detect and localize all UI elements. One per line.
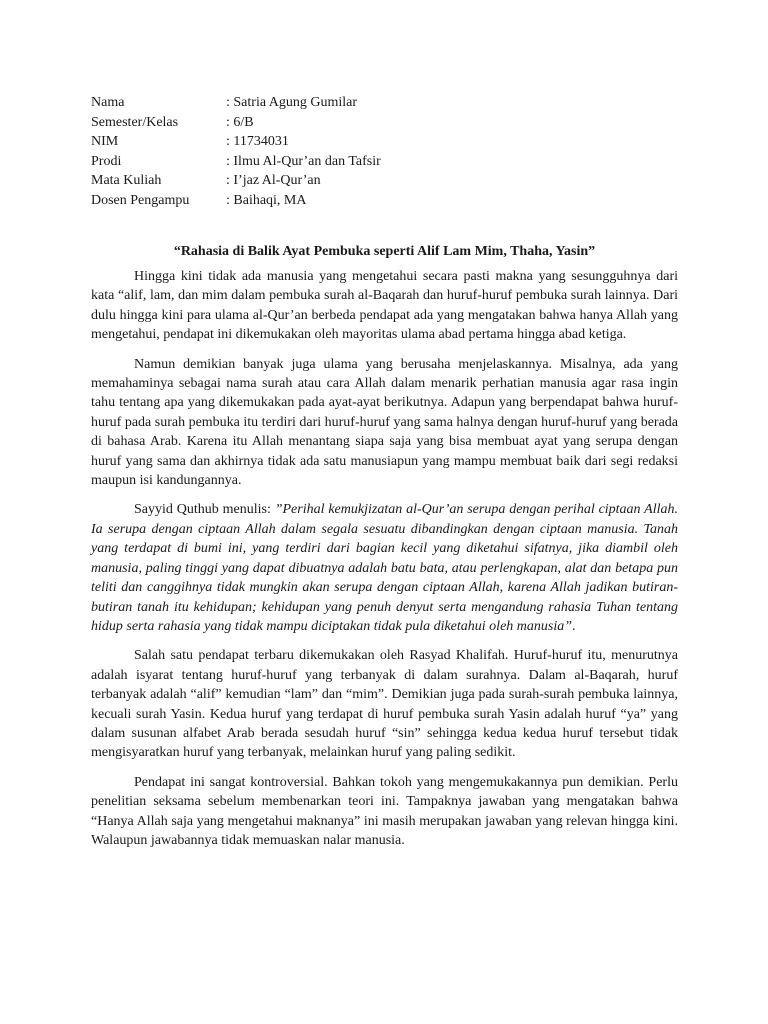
info-value: : 6/B	[226, 114, 254, 130]
paragraph-5: Pendapat ini sangat kontroversial. Bahkan tokoh yang mengemukakannya pun demikian. Perlu penelitian seksama sebelum membenarkan teori ini. Tampaknya jawaban yang mengatakan bahwa “Hanya Allah saja yang mengetahui maknanya” ini masih merupakan jawaban yang relevan hingga kini. Walaupun jawabannya tidak memuaskan nalar manusia.	[91, 774, 678, 848]
info-label: Dosen Pengampu	[91, 192, 190, 208]
info-row-prodi	[91, 152, 381, 172]
paragraph-3-intro: Sayyid Quthub menulis:	[134, 502, 275, 518]
paragraph-3-end: .	[572, 618, 576, 634]
info-value: : 11734031	[226, 134, 289, 149]
info-row-nim	[91, 132, 381, 152]
paragraph-4: Salah satu pendapat terbaru dikemukakan oleh Rasyad Khalifah. Huruf-huruf itu, menurutnya adalah isyarat tentang huruf-huruf yang terbanyak di dalam surahnya. Dalam al-Baqarah, huruf terbanyak adalah “alif” kemudian “lam” dan “mim”. Demikian juga pada surah-surah pembuka lainnya, kecuali surah Yasin. Kedua huruf yang terdapat di huruf pembuka surah Yasin adalah huruf “ya” yang dalam susunan alfabet Arab berada sesudah huruf “sin” sehingga kedua kedua huruf tersebut tidak mengisyaratkan huruf yang terbanyak, melainkan huruf yang paling sedikit.	[91, 648, 678, 761]
info-value: : Satria Agung Gumilar	[226, 95, 358, 110]
info-label: Semester/Kelas	[91, 114, 179, 130]
document-body	[91, 267, 678, 860]
info-value: : Ilmu Al-Qur’an dan Tafsir	[226, 153, 381, 169]
info-label: Mata Kuliah	[91, 173, 162, 188]
info-row-semester	[91, 113, 381, 133]
info-row-mata-kuliah	[91, 171, 381, 191]
paragraph-2: Namun demikian banyak juga ulama yang berusaha menjelaskannya. Misalnya, ada yang memahaminya sebagai nama surah atau cara Allah dalam menarik perhatian manusia agar rasa ingin tahu tentang apa yang dikemukakan pada ayat-ayat berikutnya. Adapun yang berpendapat bahwa huruf-huruf pada surah pembuka itu terdiri dari huruf-huruf yang sama halnya dengan huruf-huruf yang berada di bahasa Arab. Karena itu Allah menantang siapa saja yang bisa membuat ayat yang serupa dengan huruf yang sama dan akhirnya tidak ada satu manusiapun yang mampu membuat baik dari segi redaksi maupun isi kandungannya.	[91, 356, 679, 489]
sayyid-quthub-quote: ”Perihal kemukjizatan al-Qur’an serupa dengan perihal ciptaan Allah. Ia serupa dengan ciptaan Allah dalam segala sesuatu dibandingkan dengan ciptaan manusia. Tanah yang terdapat di bumi ini, yang terdiri dari bagian kecil yang diketahui sifatnya, jika diambil oleh manusia, paling tinggi yang dapat dibuatnya adalah batu bata, atau perlengkapan, alat dan betapa pun teliti dan canggihnya tidak mungkin akan serupa dengan ciptaan Allah, karena Allah jadikan butiran-butiran tanah itu kehidupan; kehidupan yang penuh denyut serta mengandung rahasia Tuhan tentang hidup serta rahasia yang tidak mampu diciptakan tidak pula diketahui oleh manusia”	[91, 502, 678, 634]
document-title: “Rahasia di Balik Ayat Pembuka seperti Alif Lam Mim, Thaha, Yasin”	[173, 244, 596, 259]
info-row-dosen	[91, 191, 381, 211]
paragraph-3	[91, 500, 678, 636]
paragraph-1: Hingga kini tidak ada manusia yang mengetahui secara pasti makna yang sesungguhnya dari kata “alif, lam, dan mim dalam pembuka surah al-Baqarah dan huruf-huruf pembuka surah lainnya. Dari dulu hingga kini para ulama al-Qur’an berbeda pendapat ada yang mengatakan bahwa hanya Allah yang mengetahui, pendapat ini dikemukakan oleh mayoritas ulama abad pertama hingga abad ketiga.	[91, 269, 678, 343]
info-row-nama	[91, 93, 381, 113]
info-label: Prodi	[91, 153, 122, 169]
info-value: : I’jaz Al-Qur’an	[226, 173, 321, 188]
info-label: NIM	[91, 134, 119, 149]
info-label: Nama	[91, 95, 125, 110]
info-value: : Baihaqi, MA	[226, 192, 307, 208]
student-info	[91, 93, 381, 210]
